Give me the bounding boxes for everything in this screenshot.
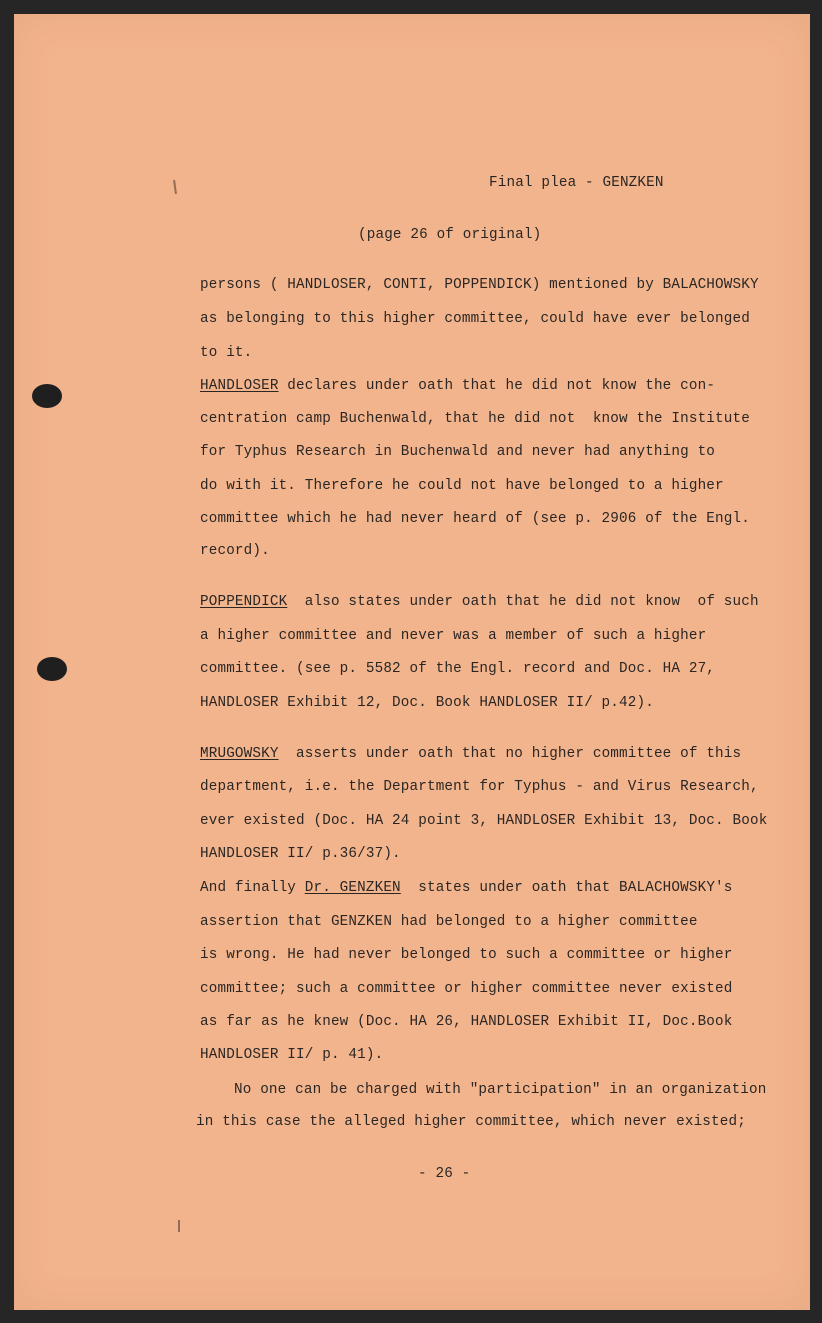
text-line: HANDLOSER Exhibit 12, Doc. Book HANDLOSER II/ p.42). — [200, 695, 654, 711]
text-line: committee; such a committee or higher committee never existed — [200, 981, 733, 997]
text-line: to it. — [200, 345, 253, 361]
page-number: - 26 - — [418, 1166, 471, 1182]
text-line: in this case the alleged higher committee, which never existed; — [196, 1114, 746, 1130]
text-line: committee. (see p. 5582 of the Engl. record and Doc. HA 27, — [200, 661, 716, 677]
text-line: No one can be charged with "participation" in an organization — [234, 1082, 767, 1098]
text-line: HANDLOSER II/ p.36/37). — [200, 846, 401, 862]
text-line: centration camp Buchenwald, that he did not know the Institute — [200, 411, 750, 427]
punch-hole-upper — [32, 384, 62, 408]
underlined-name: HANDLOSER — [200, 378, 279, 394]
text-line — [200, 593, 759, 611]
line-text: also states under oath that he did not know of such — [287, 594, 759, 610]
text-line: do with it. Therefore he could not have belonged to a higher — [200, 478, 724, 494]
text-line: as far as he knew (Doc. HA 26, HANDLOSER Exhibit II, Doc.Book — [200, 1014, 733, 1030]
text-line: record). — [200, 543, 270, 559]
underlined-name: MRUGOWSKY — [200, 746, 279, 762]
text-line: for Typhus Research in Buchenwald and never had anything to — [200, 444, 716, 460]
text-line — [200, 879, 733, 897]
text-line: is wrong. He had never belonged to such a committee or higher — [200, 947, 733, 963]
text-line: a higher committee and never was a member of such a higher — [200, 628, 707, 644]
text-line: committee which he had never heard of (see p. 2906 of the Engl. — [200, 511, 750, 527]
page-reference: (page 26 of original) — [358, 227, 542, 243]
underlined-name: POPPENDICK — [200, 594, 288, 610]
line-text: asserts under oath that no higher committee of this — [278, 746, 742, 762]
text-line: ever existed (Doc. HA 24 point 3, HANDLOSER Exhibit 13, Doc. Book — [200, 813, 768, 829]
text-line: HANDLOSER II/ p. 41). — [200, 1047, 384, 1063]
line-text: declares under oath that he did not know the con- — [278, 378, 716, 394]
line-text: And finally — [200, 880, 305, 896]
document-title: Final plea - GENZKEN — [489, 175, 664, 191]
text-line — [200, 745, 741, 763]
text-line: assertion that GENZKEN had belonged to a higher committee — [200, 914, 698, 930]
text-line — [200, 377, 715, 395]
paper-mark — [178, 1220, 180, 1232]
text-line: persons ( HANDLOSER, CONTI, POPPENDICK) mentioned by BALACHOWSKY — [200, 277, 759, 293]
underlined-name: Dr. GENZKEN — [304, 880, 401, 896]
text-line: as belonging to this higher committee, could have ever belonged — [200, 311, 750, 327]
punch-hole-lower — [37, 657, 67, 681]
line-text: states under oath that BALACHOWSKY's — [400, 880, 733, 896]
text-line: department, i.e. the Department for Typhus - and Virus Research, — [200, 779, 759, 795]
